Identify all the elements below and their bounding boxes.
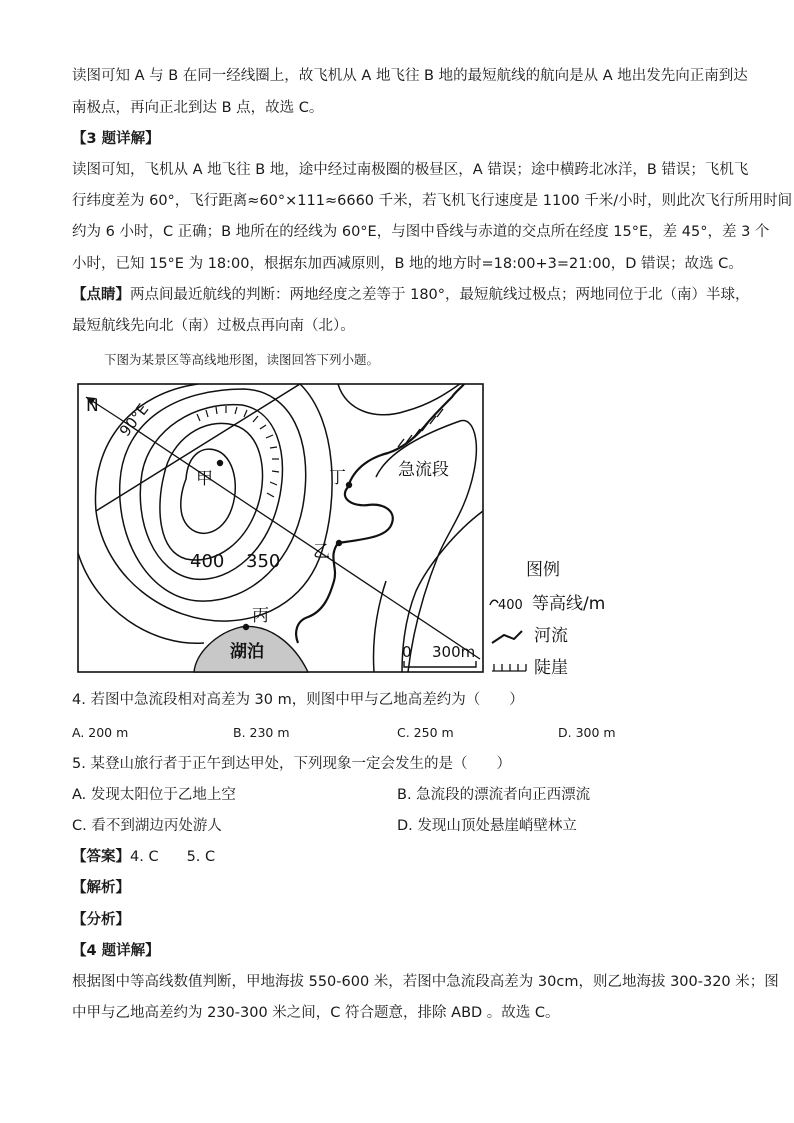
contour-ring-2 xyxy=(160,423,263,560)
tip-line1 xyxy=(72,285,750,305)
q3-line3: 约为 6 小时，C 正确；B 地所在的经线为 60°E，与图中昏线与赤道的交点所在经度 15°E，差 45°，差 3 个 xyxy=(72,224,770,240)
legend-title: 图例 xyxy=(526,560,560,580)
contour-map-figure xyxy=(76,381,606,678)
q5-option-d: D. 发现山顶处悬崖峭壁林立 xyxy=(397,818,577,834)
q4-option-d: D. 300 m xyxy=(558,725,616,740)
legend-contour-symbol xyxy=(490,600,498,605)
label-350: 350 xyxy=(246,551,281,572)
right-contours xyxy=(338,384,483,672)
north-label: N xyxy=(86,396,99,416)
legend-river-label: 河流 xyxy=(534,626,568,646)
answer-tag: 【答案】 xyxy=(72,849,130,865)
scale-length: 300m xyxy=(432,643,476,661)
label-ding: 丁 xyxy=(329,468,346,488)
contour-map xyxy=(76,381,606,678)
label-lake: 湖泊 xyxy=(230,642,264,662)
q3-line4: 小时，已知 15°E 为 18:00，根据东加西减原则，B 地的地方时=18:00+3=21:00，D 错误；故选 C。 xyxy=(72,256,743,272)
legend-contour-value: 400 xyxy=(498,598,523,613)
q4-detail-line2: 中甲与乙地高差约为 230-300 米之间，C 符合题意，排除 ABD 。故选 C。 xyxy=(72,1005,560,1021)
q4-detail-heading: 【4 题详解】 xyxy=(72,943,160,959)
q4-option-c: C. 250 m xyxy=(397,725,454,740)
river-lower xyxy=(296,487,393,643)
label-yi: 乙 xyxy=(313,542,330,562)
para1-line1: 读图可知 A 与 B 在同一经线圈上，故飞机从 A 地飞往 B 地的最短航线的航向是从 A 地出发先向正南到达 xyxy=(72,68,748,84)
point-bing xyxy=(243,624,249,630)
q4-option-b: B. 230 m xyxy=(233,725,290,740)
label-400: 400 xyxy=(190,551,225,572)
label-rapids: 急流段 xyxy=(398,460,449,480)
legend-river-symbol xyxy=(492,631,522,643)
legend-contour-label: 等高线/m xyxy=(532,594,606,614)
answer-5: 5. C xyxy=(186,849,216,865)
q5-stem: 5. 某登山旅行者于正午到达甲处，下列现象一定会发生的是（ ） xyxy=(72,756,511,772)
tip-text1: 两点间最近航线的判断：两地经度之差等于 180°，最短航线过极点；两地同位于北（南）半球， xyxy=(130,287,750,303)
q3-line1: 读图可知，飞机从 A 地飞往 B 地，途中经过南极圈的极昼区，A 错误；途中横跨北冰洋，B 错误；飞机飞 xyxy=(72,162,749,178)
label-jia: 甲 xyxy=(196,469,213,489)
label-bing: 丙 xyxy=(252,606,269,626)
point-jia xyxy=(217,460,223,466)
q3-line2: 行纬度差为 60°，飞行距离≈60°×111≈6660 千米，若飞机飞行速度是 1100 千米/小时，则此次飞行所用时间 xyxy=(72,193,793,209)
tip-tag: 【点睛】 xyxy=(72,287,130,303)
contour-innermost xyxy=(181,449,236,533)
contour-right-1 xyxy=(376,421,476,672)
answer-4: 4. C xyxy=(130,849,159,865)
scale-zero: 0 xyxy=(402,643,412,661)
legend-cliff-symbol xyxy=(492,664,526,671)
q5-option-a: A. 发现太阳位于乙地上空 xyxy=(72,787,236,803)
tip-line2: 最短航线先向北（南）过极点再向南（北）。 xyxy=(72,318,355,334)
q5-option-c: C. 看不到湖边丙处游人 xyxy=(72,818,222,834)
analysis-heading: 【解析】 xyxy=(72,880,130,896)
map-intro: 下图为某景区等高线地形图，读图回答下列小题。 xyxy=(104,352,380,367)
q5-option-b: B. 急流段的漂流者向正西漂流 xyxy=(397,787,591,803)
point-ding xyxy=(346,482,352,488)
q4-option-a: A. 200 m xyxy=(72,725,129,740)
fenxi-heading: 【分析】 xyxy=(72,912,130,928)
hill-contours xyxy=(78,384,332,643)
legend-cliff-label: 陡崖 xyxy=(534,658,568,678)
answer-line xyxy=(72,847,215,867)
q4-stem: 4. 若图中急流段相对高差为 30 m，则图中甲与乙地高差约为（ ） xyxy=(72,692,524,708)
point-yi xyxy=(336,540,342,546)
para1-line2: 南极点，再向正北到达 B 点，故选 C。 xyxy=(72,100,324,116)
q3-heading: 【3 题详解】 xyxy=(72,131,160,147)
q4-detail-line1: 根据图中等高线数值判断，甲地海拔 550-600 米，若图中急流段高差为 30cm，则乙地海拔 300-320 米；图 xyxy=(72,974,779,990)
meridian-label: 90°E xyxy=(115,400,153,440)
scale-bar xyxy=(404,661,476,667)
